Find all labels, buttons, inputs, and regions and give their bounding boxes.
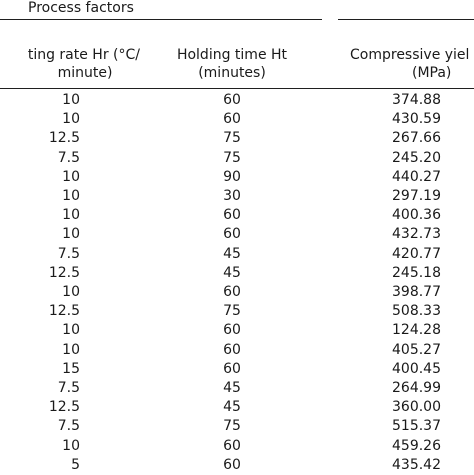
holding-time-cell: 45 — [223, 399, 241, 416]
compressive-yield-cell: 405.27 — [392, 341, 441, 358]
holding-time-cell: 60 — [223, 456, 241, 473]
holding-time-cell: 90 — [223, 168, 241, 185]
compressive-yield-cell: 297.19 — [392, 188, 441, 204]
holding-time-cell: 60 — [223, 284, 241, 300]
compressive-yield-cell: 267.66 — [392, 130, 441, 147]
holding-time-cell: 75 — [223, 149, 241, 166]
table-row — [0, 378, 474, 398]
compressive-yield-cell: 435.42 — [392, 456, 441, 473]
heating-rate-cell: 12.5 — [48, 399, 80, 416]
holding-time-cell: 75 — [223, 418, 241, 435]
heating-rate-cell: 15 — [62, 360, 80, 377]
holding-time-cell: 30 — [223, 188, 241, 204]
compressive-yield-cell: 430.59 — [392, 111, 441, 128]
column-header-heating-rate-line1: ting rate Hr (°C/ — [27, 47, 140, 63]
table-row — [0, 397, 474, 417]
holding-time-cell: 60 — [223, 341, 241, 358]
holding-time-cell: 45 — [223, 380, 241, 396]
column-header-holding-time-line1: Holding time Ht — [176, 47, 288, 63]
compressive-yield-cell: 420.77 — [392, 245, 441, 262]
table-row — [0, 224, 474, 244]
holding-time-cell: 60 — [223, 111, 241, 128]
table-row — [0, 109, 474, 129]
column-header-compressive-line2: (MPa) — [412, 65, 452, 81]
heating-rate-cell: 12.5 — [48, 264, 80, 281]
heating-rate-cell: 10 — [62, 168, 80, 185]
heating-rate-cell: 7.5 — [57, 149, 80, 166]
heating-rate-cell: 7.5 — [57, 245, 80, 262]
table-row — [0, 416, 474, 436]
heating-rate-cell: 10 — [62, 437, 80, 454]
compressive-yield-cell: 374.88 — [392, 92, 441, 108]
compressive-yield-cell: 245.18 — [392, 264, 441, 281]
heating-rate-cell: 10 — [62, 341, 80, 358]
holding-time-cell: 60 — [223, 437, 241, 454]
compressive-yield-cell: 508.33 — [392, 303, 441, 320]
holding-time-cell: 60 — [223, 92, 241, 108]
table-row — [0, 205, 474, 225]
holding-time-cell: 60 — [223, 226, 241, 243]
table-row — [0, 186, 474, 206]
table-row — [0, 90, 474, 110]
group-header-process-factors: Process factors — [28, 0, 134, 16]
compressive-yield-cell: 124.28 — [392, 322, 441, 339]
compressive-yield-cell: 432.73 — [392, 226, 441, 243]
compressive-yield-cell: 360.00 — [392, 399, 441, 416]
table-row — [0, 359, 474, 379]
compressive-yield-cell: 515.37 — [392, 418, 441, 435]
compressive-yield-cell: 440.27 — [392, 168, 441, 185]
table-row — [0, 167, 474, 187]
compressive-yield-cell: 400.45 — [392, 360, 441, 377]
heating-rate-cell: 10 — [62, 322, 80, 339]
column-header-heating-rate-line2: minute) — [57, 65, 113, 81]
holding-time-cell: 45 — [223, 245, 241, 262]
table-row — [0, 244, 474, 264]
table-row — [0, 320, 474, 340]
column-header-holding-time-line2: (minutes) — [198, 65, 266, 81]
heating-rate-cell: 7.5 — [57, 418, 80, 435]
table-row — [0, 128, 474, 148]
compressive-yield-cell: 264.99 — [392, 380, 441, 396]
heating-rate-cell: 10 — [62, 111, 80, 128]
compressive-yield-cell: 245.20 — [392, 149, 441, 166]
compressive-yield-cell: 459.26 — [392, 437, 441, 454]
heating-rate-cell: 7.5 — [57, 380, 80, 396]
holding-time-cell: 60 — [223, 322, 241, 339]
compressive-yield-cell: 400.36 — [392, 207, 441, 224]
heating-rate-cell: 5 — [71, 456, 80, 473]
holding-time-cell: 60 — [223, 360, 241, 377]
holding-time-cell: 60 — [223, 207, 241, 224]
table-row — [0, 282, 474, 302]
holding-time-cell: 75 — [223, 130, 241, 147]
table-row — [0, 436, 474, 456]
heating-rate-cell: 12.5 — [48, 130, 80, 147]
heating-rate-cell: 10 — [62, 226, 80, 243]
heating-rate-cell: 10 — [62, 92, 80, 108]
table-row — [0, 340, 474, 360]
compressive-yield-cell: 398.77 — [392, 284, 441, 300]
column-header-compressive-line1: Compressive yiel — [350, 47, 470, 63]
heating-rate-cell: 10 — [62, 284, 80, 300]
holding-time-cell: 75 — [223, 303, 241, 320]
heating-rate-cell: 10 — [62, 188, 80, 204]
table-row — [0, 455, 474, 475]
table-row — [0, 263, 474, 283]
table-row — [0, 148, 474, 168]
table-row — [0, 301, 474, 321]
heating-rate-cell: 12.5 — [48, 303, 80, 320]
heating-rate-cell: 10 — [62, 207, 80, 224]
holding-time-cell: 45 — [223, 264, 241, 281]
